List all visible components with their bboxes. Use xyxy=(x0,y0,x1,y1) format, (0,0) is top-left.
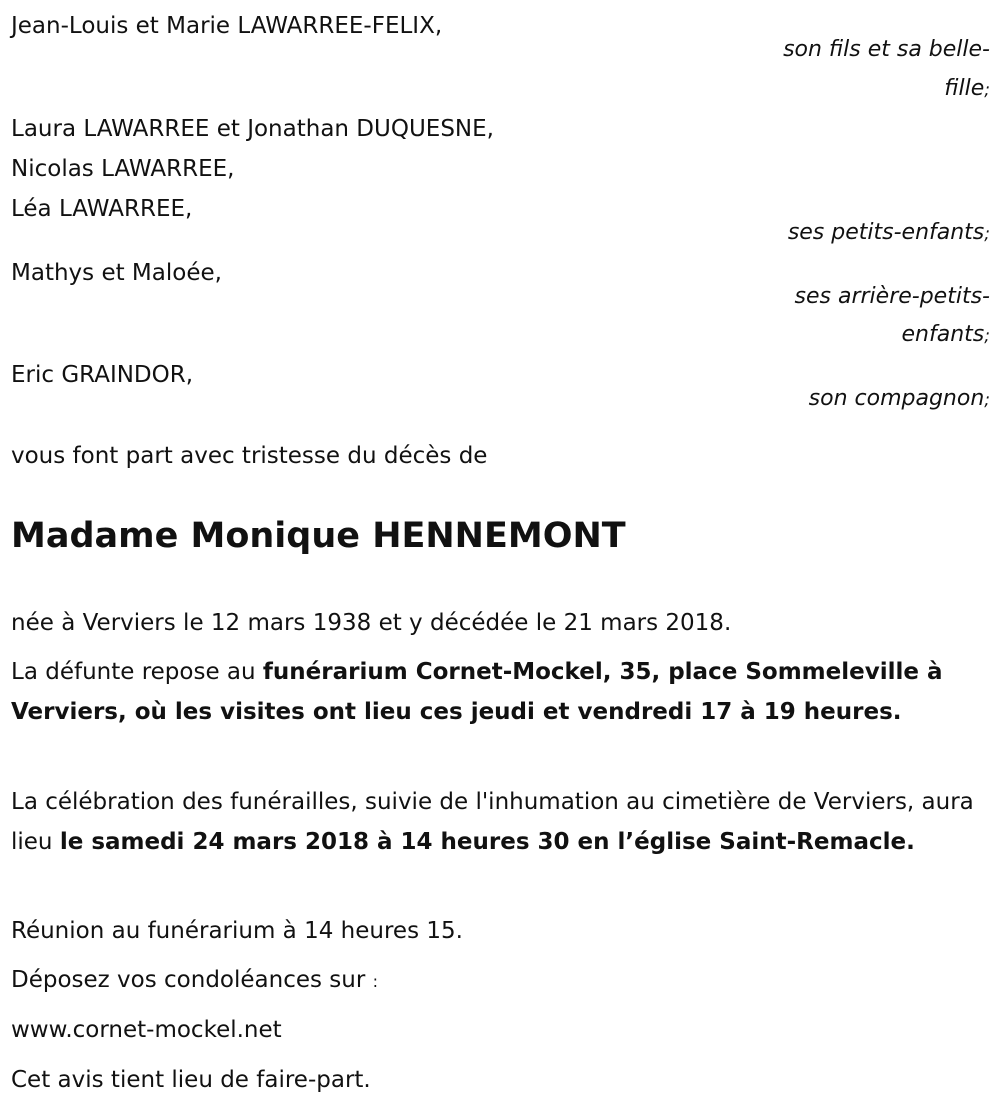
ceremony-prefix: La célébration des funérailles, suivie de l'inhumation au cimetière de Verviers, aura lieu xyxy=(11,789,974,855)
role-grandchildren xyxy=(788,213,990,254)
role-great-grandchildren-line-1 xyxy=(795,277,990,317)
semicolon: ; xyxy=(984,224,990,244)
intro-text: vous font part avec tristesse du décès de xyxy=(11,443,488,469)
condolences-text: Déposez vos condoléances sur xyxy=(11,967,366,993)
meeting-text: Réunion au funérarium à 14 heures 15. xyxy=(11,918,463,944)
repose-paragraph xyxy=(11,652,996,732)
family-line-grandchild-1: Laura LAWARREE et Jonathan DUQUESNE, xyxy=(11,116,494,142)
semicolon: ; xyxy=(984,80,990,100)
notice-text: Cet avis tient lieu de faire-part. xyxy=(11,1067,371,1093)
family-line-grandchild-2: Nicolas LAWARREE, xyxy=(11,156,235,182)
role-grandchildren-text: ses petits-enfants xyxy=(787,220,985,245)
family-line-great-grandchildren: Mathys et Maloée, xyxy=(11,260,222,286)
family-line-grandchild-3: Léa LAWARREE, xyxy=(11,196,193,222)
role-son-line-1 xyxy=(783,30,990,70)
role-great-grandchildren-text-1: ses arrière-petits- xyxy=(794,284,990,309)
repose-location: funérarium Cornet-Mockel, 35, place Sommeleville à Verviers, où les visites ont lieu ces jeudi et vendredi 17 à 19 heures. xyxy=(11,659,943,725)
ceremony-details: le samedi 24 mars 2018 à 14 heures 30 en l’église Saint-Remacle. xyxy=(59,829,915,855)
role-son-text-1: son fils et sa belle- xyxy=(783,37,990,62)
role-son-line-2 xyxy=(944,69,990,110)
semicolon: ; xyxy=(984,390,990,410)
family-line-parents: Jean-Louis et Marie LAWARREE-FELIX, xyxy=(11,13,443,39)
role-son-text-2: fille xyxy=(944,76,985,101)
role-companion-text: son compagnon xyxy=(808,386,985,411)
website-link[interactable]: www.cornet-mockel.net xyxy=(11,1017,282,1043)
condolences-line xyxy=(11,960,996,1002)
semicolon: ; xyxy=(984,326,990,346)
ceremony-paragraph xyxy=(11,782,996,862)
role-great-grandchildren-line-2 xyxy=(902,315,990,356)
role-great-grandchildren-text-2: enfants xyxy=(901,322,985,347)
repose-prefix: La défunte repose au xyxy=(11,659,263,685)
family-line-companion: Eric GRAINDOR, xyxy=(11,362,194,388)
deceased-name: Madame Monique HENNEMONT xyxy=(11,516,626,556)
role-companion xyxy=(809,379,990,420)
condolences-colon: : xyxy=(372,972,379,991)
birth-death-text: née à Verviers le 12 mars 1938 et y décédée le 21 mars 2018. xyxy=(11,610,732,636)
